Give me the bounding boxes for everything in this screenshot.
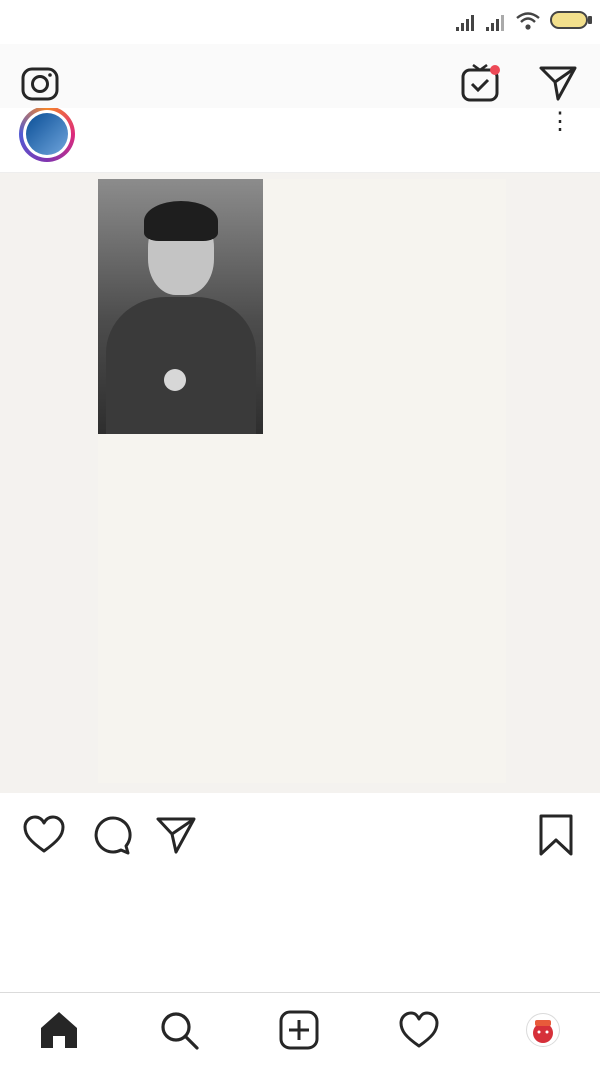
search-icon[interactable] (158, 1009, 200, 1051)
signal-icon (485, 12, 511, 32)
new-post-icon[interactable] (278, 1009, 320, 1051)
signal-icon (455, 12, 481, 32)
activity-icon[interactable] (398, 1009, 440, 1051)
battery-indicator (550, 11, 588, 29)
bottom-navigation (0, 992, 600, 1066)
home-icon[interactable] (38, 1009, 80, 1051)
portrait-photo (98, 179, 263, 434)
wifi-icon (515, 11, 541, 31)
direct-message-icon[interactable] (538, 64, 578, 102)
post-header (0, 108, 600, 164)
poster-image (98, 179, 506, 783)
comment-icon[interactable] (88, 813, 132, 857)
share-icon[interactable] (154, 813, 198, 857)
profile-avatar[interactable] (19, 108, 75, 162)
status-bar (0, 0, 600, 44)
profile-avatar[interactable] (526, 1013, 560, 1047)
post-actions (0, 805, 600, 865)
igtv-icon[interactable] (460, 62, 502, 104)
post-image[interactable] (0, 172, 600, 793)
battery-tip (588, 16, 592, 24)
bookmark-icon[interactable] (534, 813, 578, 857)
heart-icon[interactable] (22, 813, 66, 857)
more-options-icon[interactable]: ⋮ (548, 108, 572, 135)
camera-icon[interactable] (20, 64, 60, 104)
